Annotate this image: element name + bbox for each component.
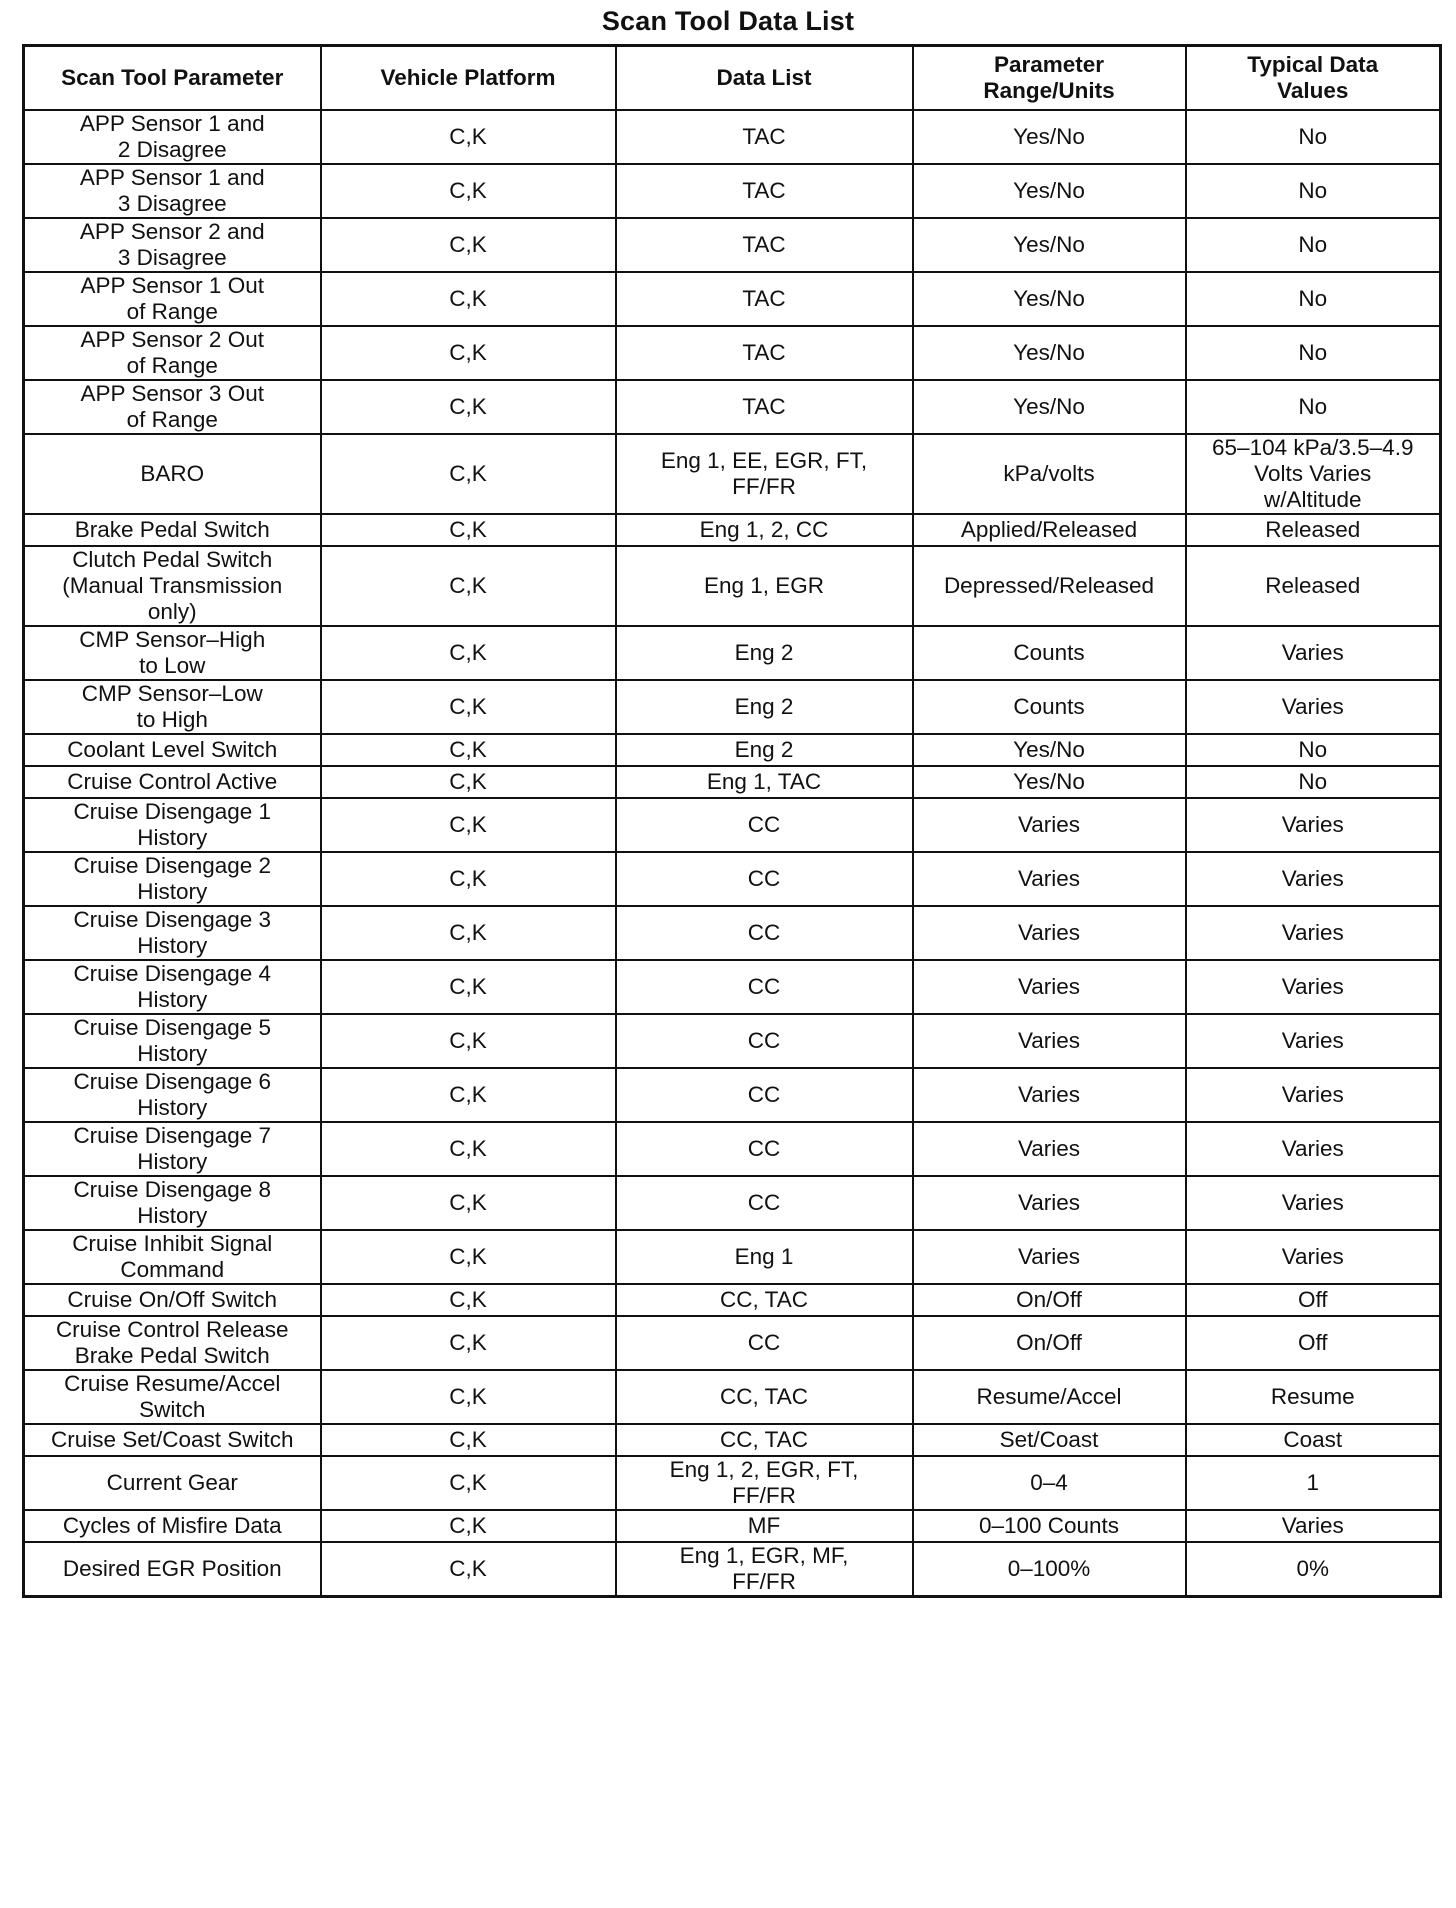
range-cell: Yes/No [913,326,1186,380]
typical-value-cell: Varies [1186,852,1441,906]
platform-cell: C,K [321,852,616,906]
param-cell: Cruise Disengage 8 History [24,1176,321,1230]
platform-cell: C,K [321,1122,616,1176]
header-typical-data-values: Typical Data Values [1186,46,1441,110]
data-list-cell: Eng 2 [616,680,913,734]
param-cell: Cruise Resume/Accel Switch [24,1370,321,1424]
typical-value-cell: Varies [1186,1122,1441,1176]
param-cell: Cruise Inhibit Signal Command [24,1230,321,1284]
param-cell: APP Sensor 1 and 3 Disagree [24,164,321,218]
typical-value-cell: Released [1186,546,1441,626]
platform-cell: C,K [321,1316,616,1370]
range-cell: 0–100 Counts [913,1510,1186,1542]
platform-cell: C,K [321,1424,616,1456]
data-list-cell: CC [616,798,913,852]
data-list-cell: TAC [616,218,913,272]
param-cell: Cruise Disengage 6 History [24,1068,321,1122]
range-cell: 0–100% [913,1542,1186,1597]
table-row [24,1068,1441,1122]
platform-cell: C,K [321,1510,616,1542]
typical-value-cell: 1 [1186,1456,1441,1510]
platform-cell: C,K [321,1284,616,1316]
data-list-cell: Eng 1 [616,1230,913,1284]
table-row [24,1424,1441,1456]
data-list-cell: Eng 2 [616,734,913,766]
data-list-cell: CC [616,1122,913,1176]
platform-cell: C,K [321,326,616,380]
param-cell: Brake Pedal Switch [24,514,321,546]
param-cell: Current Gear [24,1456,321,1510]
data-list-cell: Eng 1, TAC [616,766,913,798]
table-row [24,218,1441,272]
table-row [24,380,1441,434]
table-row [24,1284,1441,1316]
range-cell: Yes/No [913,272,1186,326]
typical-value-cell: Varies [1186,798,1441,852]
table-row [24,1510,1441,1542]
table-row [24,626,1441,680]
param-cell: CMP Sensor–Low to High [24,680,321,734]
data-list-cell: TAC [616,272,913,326]
range-cell: Yes/No [913,766,1186,798]
param-cell: APP Sensor 2 and 3 Disagree [24,218,321,272]
data-list-cell: TAC [616,110,913,164]
table-row [24,110,1441,164]
data-list-cell: CC, TAC [616,1284,913,1316]
table-row [24,1370,1441,1424]
platform-cell: C,K [321,906,616,960]
table-row [24,164,1441,218]
table-row [24,546,1441,626]
data-list-cell: CC [616,1176,913,1230]
range-cell: Varies [913,1014,1186,1068]
range-cell: Depressed/Released [913,546,1186,626]
platform-cell: C,K [321,734,616,766]
typical-value-cell: No [1186,734,1441,766]
param-cell: BARO [24,434,321,514]
data-list-cell: CC [616,852,913,906]
platform-cell: C,K [321,514,616,546]
platform-cell: C,K [321,546,616,626]
data-list-cell: TAC [616,380,913,434]
platform-cell: C,K [321,1068,616,1122]
param-cell: CMP Sensor–High to Low [24,626,321,680]
data-list-cell: Eng 1, 2, CC [616,514,913,546]
platform-cell: C,K [321,1456,616,1510]
table-row [24,1456,1441,1510]
data-list-cell: CC [616,960,913,1014]
param-cell: Cycles of Misfire Data [24,1510,321,1542]
data-list-cell: CC, TAC [616,1370,913,1424]
typical-value-cell: Varies [1186,960,1441,1014]
platform-cell: C,K [321,1370,616,1424]
range-cell: Yes/No [913,734,1186,766]
typical-value-cell: 0% [1186,1542,1441,1597]
typical-value-cell: Released [1186,514,1441,546]
typical-value-cell: No [1186,766,1441,798]
data-list-cell: Eng 1, EE, EGR, FT, FF/FR [616,434,913,514]
range-cell: Counts [913,626,1186,680]
param-cell: APP Sensor 1 Out of Range [24,272,321,326]
param-cell: Cruise Set/Coast Switch [24,1424,321,1456]
data-list-cell: TAC [616,164,913,218]
typical-value-cell: Varies [1186,1230,1441,1284]
typical-value-cell: No [1186,218,1441,272]
data-list-cell: Eng 1, EGR, MF, FF/FR [616,1542,913,1597]
range-cell: Varies [913,1176,1186,1230]
table-row [24,1230,1441,1284]
range-cell: Yes/No [913,218,1186,272]
param-cell: Clutch Pedal Switch (Manual Transmission only) [24,546,321,626]
param-cell: Cruise Control Active [24,766,321,798]
typical-value-cell: Off [1186,1284,1441,1316]
data-list-cell: Eng 1, 2, EGR, FT, FF/FR [616,1456,913,1510]
platform-cell: C,K [321,1176,616,1230]
range-cell: kPa/volts [913,434,1186,514]
platform-cell: C,K [321,626,616,680]
scan-tool-data-table [22,44,1442,1598]
typical-value-cell: Off [1186,1316,1441,1370]
range-cell: Yes/No [913,110,1186,164]
typical-value-cell: Varies [1186,1176,1441,1230]
param-cell: Cruise Disengage 3 History [24,906,321,960]
range-cell: On/Off [913,1316,1186,1370]
data-list-cell: CC, TAC [616,1424,913,1456]
table-row [24,1014,1441,1068]
range-cell: Yes/No [913,380,1186,434]
typical-value-cell: Varies [1186,680,1441,734]
range-cell: On/Off [913,1284,1186,1316]
table-row [24,766,1441,798]
table-row [24,852,1441,906]
param-cell: Cruise Disengage 5 History [24,1014,321,1068]
range-cell: Varies [913,1122,1186,1176]
platform-cell: C,K [321,1230,616,1284]
range-cell: Varies [913,798,1186,852]
range-cell: Varies [913,1068,1186,1122]
data-list-cell: Eng 2 [616,626,913,680]
data-list-cell: Eng 1, EGR [616,546,913,626]
platform-cell: C,K [321,218,616,272]
param-cell: Cruise Disengage 1 History [24,798,321,852]
range-cell: Varies [913,1230,1186,1284]
range-cell: 0–4 [913,1456,1186,1510]
platform-cell: C,K [321,164,616,218]
header-data-list: Data List [616,46,913,110]
table-row [24,960,1441,1014]
platform-cell: C,K [321,434,616,514]
range-cell: Applied/Released [913,514,1186,546]
range-cell: Counts [913,680,1186,734]
typical-value-cell: 65–104 kPa/3.5–4.9 Volts Varies w/Altitude [1186,434,1441,514]
data-list-cell: CC [616,1316,913,1370]
table-body [24,110,1441,1597]
table-row [24,434,1441,514]
param-cell: Cruise On/Off Switch [24,1284,321,1316]
typical-value-cell: No [1186,110,1441,164]
table-row [24,1176,1441,1230]
platform-cell: C,K [321,680,616,734]
typical-value-cell: Varies [1186,1014,1441,1068]
param-cell: Cruise Disengage 2 History [24,852,321,906]
range-cell: Resume/Accel [913,1370,1186,1424]
table-row [24,734,1441,766]
platform-cell: C,K [321,1542,616,1597]
platform-cell: C,K [321,272,616,326]
table-row [24,272,1441,326]
typical-value-cell: No [1186,164,1441,218]
range-cell: Set/Coast [913,1424,1186,1456]
typical-value-cell: Varies [1186,1510,1441,1542]
platform-cell: C,K [321,1014,616,1068]
data-list-cell: CC [616,1068,913,1122]
param-cell: APP Sensor 1 and 2 Disagree [24,110,321,164]
typical-value-cell: Coast [1186,1424,1441,1456]
platform-cell: C,K [321,798,616,852]
table-row [24,514,1441,546]
header-parameter-range-units: Parameter Range/Units [913,46,1186,110]
range-cell: Varies [913,960,1186,1014]
table-row [24,1122,1441,1176]
typical-value-cell: Varies [1186,906,1441,960]
header-row [24,46,1441,110]
range-cell: Varies [913,906,1186,960]
data-list-cell: CC [616,1014,913,1068]
platform-cell: C,K [321,110,616,164]
platform-cell: C,K [321,960,616,1014]
typical-value-cell: Varies [1186,626,1441,680]
typical-value-cell: Varies [1186,1068,1441,1122]
typical-value-cell: No [1186,380,1441,434]
typical-value-cell: Resume [1186,1370,1441,1424]
param-cell: APP Sensor 2 Out of Range [24,326,321,380]
platform-cell: C,K [321,380,616,434]
table-row [24,680,1441,734]
header-scan-tool-parameter: Scan Tool Parameter [24,46,321,110]
platform-cell: C,K [321,766,616,798]
param-cell: Cruise Disengage 7 History [24,1122,321,1176]
table-row [24,1542,1441,1597]
param-cell: Coolant Level Switch [24,734,321,766]
data-list-cell: CC [616,906,913,960]
data-list-cell: MF [616,1510,913,1542]
param-cell: Desired EGR Position [24,1542,321,1597]
typical-value-cell: No [1186,326,1441,380]
header-vehicle-platform: Vehicle Platform [321,46,616,110]
param-cell: Cruise Disengage 4 History [24,960,321,1014]
table-row [24,1316,1441,1370]
range-cell: Yes/No [913,164,1186,218]
param-cell: Cruise Control Release Brake Pedal Switch [24,1316,321,1370]
range-cell: Varies [913,852,1186,906]
table-row [24,906,1441,960]
table-row [24,326,1441,380]
typical-value-cell: No [1186,272,1441,326]
table-row [24,798,1441,852]
param-cell: APP Sensor 3 Out of Range [24,380,321,434]
page-title: Scan Tool Data List [601,6,855,36]
data-list-cell: TAC [616,326,913,380]
